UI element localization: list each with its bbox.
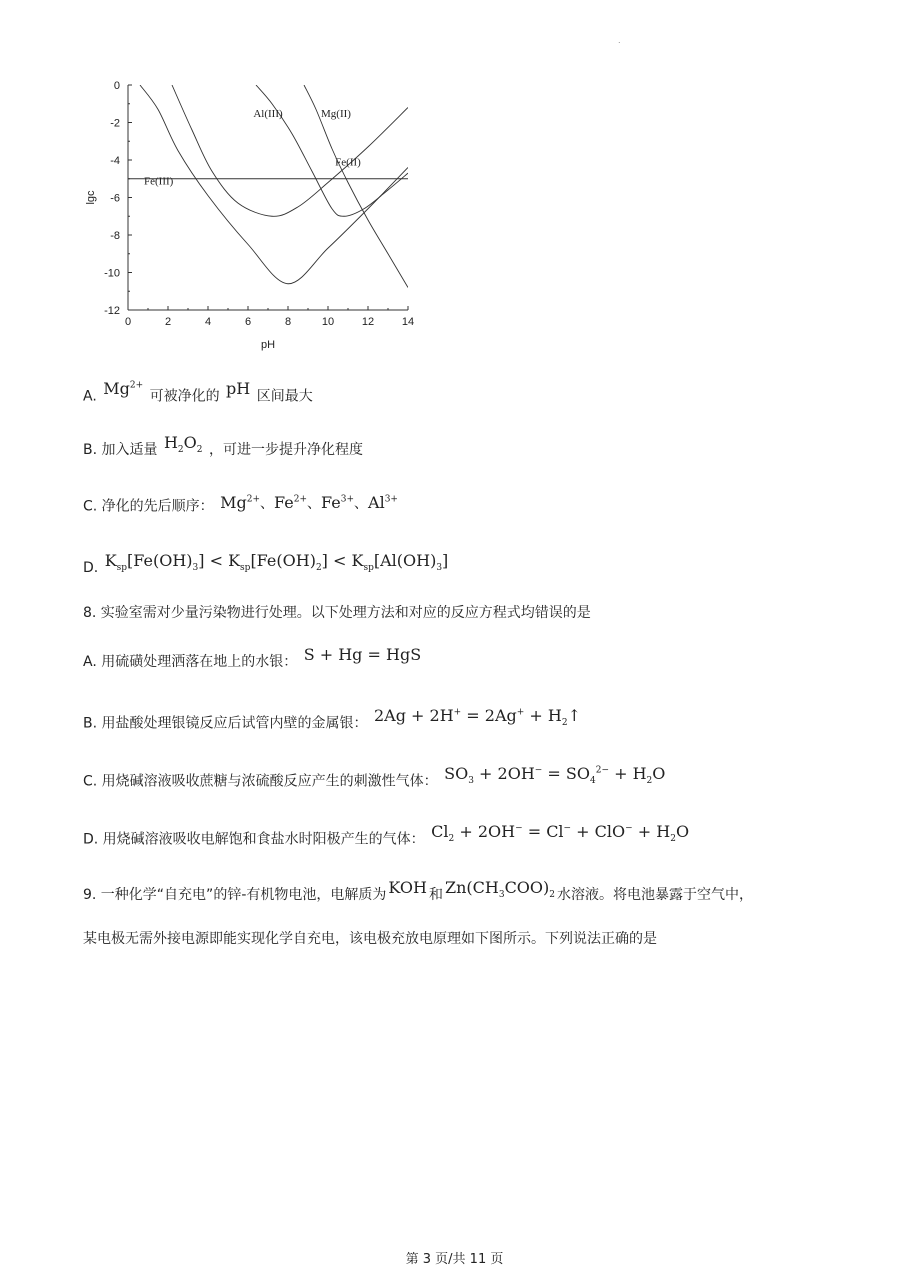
y-tick-label: -6 <box>110 192 120 205</box>
option-a-ph: pH <box>226 379 251 399</box>
ksp-sub: 3 <box>436 563 443 574</box>
option-a-label: A. <box>83 388 97 405</box>
ion-symbol: Fe <box>274 493 294 513</box>
x-tick-label: 12 <box>361 316 375 328</box>
eq-sup: − <box>534 766 543 776</box>
formula-part: COO) <box>504 878 550 897</box>
formula-sub: 2 <box>549 890 556 901</box>
x-tick-label: 6 <box>244 316 252 328</box>
eq-sup: + <box>516 708 525 718</box>
eq-part: = 2Ag <box>461 706 517 726</box>
ksp-part: ] < <box>321 551 352 570</box>
ksp-part: [Fe(OH) <box>127 551 193 570</box>
x-tick-label: 10 <box>321 316 335 328</box>
eq-part: SO <box>444 764 469 784</box>
x-tick-label: 2 <box>164 316 172 328</box>
ksp-sub: 2 <box>315 563 322 574</box>
x-axis-label: pH <box>260 339 276 351</box>
formula-h: H <box>163 433 178 452</box>
y-tick-label: -2 <box>110 117 120 130</box>
option-c <box>83 490 400 516</box>
series-label: Al(III) <box>253 107 283 120</box>
h2o2-formula <box>163 433 203 456</box>
formula-sub: 2 <box>177 445 184 456</box>
k-symbol: K <box>104 551 117 570</box>
q8-stem: 8. 实验室需对少量污染物进行处理。以下处理方法和对应的反应方程式均错误的是 <box>83 605 591 621</box>
x-tick-label: 14 <box>401 316 415 328</box>
eq-part: + H <box>524 706 562 726</box>
ion-charge: 3+ <box>384 495 398 505</box>
y-tick-label: -12 <box>104 305 120 317</box>
separator: 、 <box>354 496 369 513</box>
sp-sub: sp <box>240 563 251 574</box>
q8-a-equation: S + Hg = HgS <box>303 645 422 664</box>
ion-symbol: Al <box>368 493 385 513</box>
eq-part: O <box>675 822 690 842</box>
series-label: Fe(III) <box>144 175 174 188</box>
sp-sub: sp <box>363 563 374 574</box>
top-dot: . <box>618 36 621 45</box>
q8-option-d <box>83 819 691 850</box>
eq-part: = Cl <box>522 822 564 842</box>
ksp-inequality <box>104 551 449 574</box>
ion-sequence <box>220 493 398 512</box>
option-a-species <box>103 379 143 398</box>
series-label: Fe(II) <box>335 156 361 169</box>
species-text: Mg <box>103 379 130 399</box>
x-tick-label: 4 <box>204 316 212 328</box>
lgc-ph-chart <box>80 75 425 360</box>
q8-c-text: C. 用烧碱溶液吸收蔗糖与浓硫酸反应产生的刺激性气体： <box>83 773 438 790</box>
option-a-text1: 可被净化的 <box>149 388 220 405</box>
option-d <box>83 551 450 578</box>
option-b-text: ，可进一步提升净化程度 <box>208 442 363 458</box>
eq-part: + 2OH <box>473 764 535 784</box>
ksp-part: [Al(OH) <box>373 551 437 570</box>
q9-and: 和 <box>428 887 443 903</box>
q9-stem-line2: 某电极无需外接电源即能实现化学自充电，该电极充放电原理如下图所示。下列说法正确的是 <box>83 931 657 947</box>
series-fe-ii <box>256 85 408 216</box>
ion-symbol: Mg <box>220 493 247 513</box>
eq-sup: + <box>453 708 462 718</box>
eq-part: Cl <box>431 822 449 842</box>
option-d-label: D. <box>83 560 99 576</box>
page-footer: 第 3 页/共 11 页 <box>405 1252 504 1267</box>
q9-stem-line1 <box>83 878 753 905</box>
eq-sup: − <box>515 824 523 834</box>
ksp-part: ] <box>442 551 449 570</box>
y-axis-label: lgc <box>85 190 97 205</box>
q8-d-text: D. 用烧碱溶液吸收电解饱和食盐水时阳极产生的气体： <box>83 831 425 848</box>
q8-b-equation <box>373 706 581 729</box>
ksp-part: [Fe(OH) <box>250 551 316 570</box>
eq-part: 2Ag + 2H <box>373 706 454 726</box>
option-c-label: C. 净化的先后顺序： <box>83 498 214 515</box>
formula-sub: 3 <box>498 890 505 901</box>
eq-part: + H <box>609 764 647 784</box>
species-charge: 2+ <box>129 381 144 391</box>
option-a <box>83 376 313 406</box>
q8-c-equation <box>444 764 666 787</box>
eq-part: O <box>652 764 666 784</box>
k-symbol: K <box>351 551 364 570</box>
x-tick-label: 8 <box>284 316 292 328</box>
zinc-acetate-formula <box>444 878 556 901</box>
option-a-text2: 区间最大 <box>256 388 313 405</box>
formula-sub: 2 <box>196 445 203 456</box>
eq-sub: 2 <box>561 718 568 729</box>
separator: 、 <box>260 496 275 513</box>
ion-charge: 2+ <box>293 495 308 505</box>
ion-charge: 2+ <box>246 495 261 505</box>
ion-charge: 3+ <box>340 495 355 505</box>
formula-o: O <box>183 433 197 452</box>
q8-b-text: B. 用盐酸处理银镜反应后试管内壁的金属银： <box>83 715 368 732</box>
eq-sub: 2 <box>670 834 676 845</box>
y-tick-label: -8 <box>110 230 120 242</box>
y-tick-label: -4 <box>110 155 120 167</box>
q8-option-a <box>83 645 423 672</box>
eq-sub: 4 <box>589 776 596 787</box>
koh-formula: KOH <box>388 878 427 897</box>
eq-sub: 2 <box>448 834 455 845</box>
eq-part: + 2OH <box>454 822 516 842</box>
option-b <box>83 433 363 460</box>
ksp-sub: 3 <box>192 563 199 574</box>
q9-text: 9. 一种化学“自充电”的锌-有机物电池，电解质为 <box>83 887 387 903</box>
q8-option-b <box>83 703 583 734</box>
q8-option-c <box>83 761 667 792</box>
eq-sup: − <box>563 824 572 834</box>
series-al-iii <box>172 85 408 216</box>
y-tick-label: 0 <box>113 80 120 92</box>
eq-part: + H <box>632 822 671 842</box>
separator: 、 <box>307 496 322 513</box>
ksp-part: ] < <box>198 551 229 570</box>
eq-sup: − <box>625 824 633 834</box>
eq-sub: 2 <box>646 776 653 787</box>
eq-part: + ClO <box>571 822 626 842</box>
formula-part: Zn(CH <box>444 878 499 897</box>
series-label: Mg(II) <box>321 107 351 120</box>
k-symbol: K <box>228 551 241 570</box>
sp-sub: sp <box>116 563 128 574</box>
x-tick-label: 0 <box>124 316 132 328</box>
q8-d-equation <box>431 822 690 845</box>
q8-a-text: A. 用硫磺处理洒落在地上的水银： <box>83 654 298 670</box>
q9-text: 水溶液。将电池暴露于空气中， <box>557 887 754 903</box>
option-b-label: B. 加入适量 <box>83 442 158 458</box>
eq-sup: 2− <box>595 766 609 776</box>
gas-arrow: ↑ <box>567 706 581 726</box>
eq-part: = SO <box>542 764 590 784</box>
eq-sub: 3 <box>468 776 474 787</box>
y-tick-label: -10 <box>104 267 120 280</box>
ion-symbol: Fe <box>321 493 341 513</box>
